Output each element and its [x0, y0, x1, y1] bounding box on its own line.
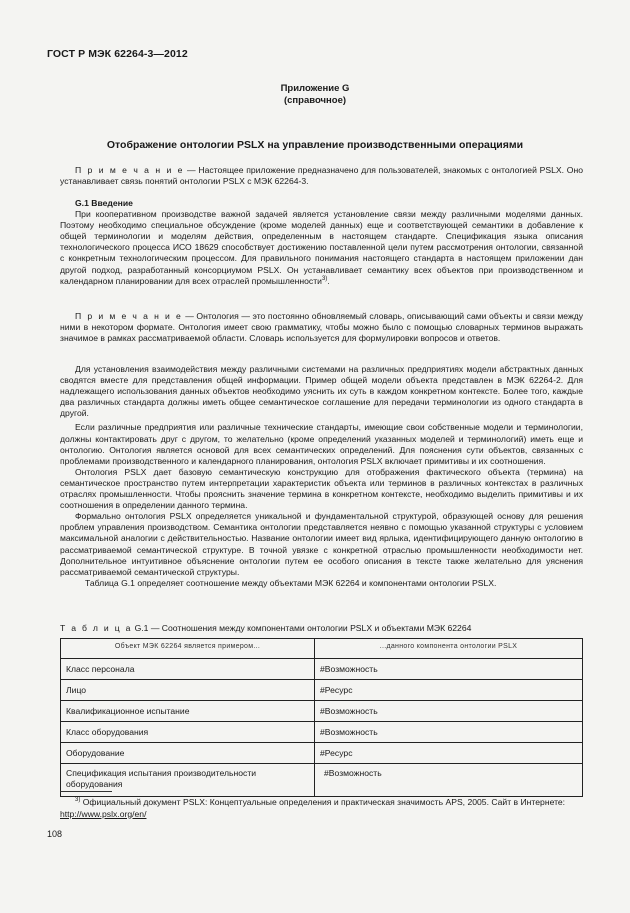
paragraph: Если различные предприятия или различные технические стандарты, имеющие свои собственные модели и терминологии, должны контактировать друг с другом, то желательно (кроме определений указанных моделей и терминологий) иметь еще и онтологию. Онтология является основой для всех семантических определений. Для пояснения сути объектов, связанных с проблемами производственного и календарного планирования, онтология PSLX включает примитивы и их соотношения. — [60, 422, 583, 466]
footnote-text: Официальный документ PSLX: Концептуальные определения и практическая значимость APS, 2005. Сайт в Интернете: — [80, 797, 566, 807]
table-cell-object: Спецификация испытания производительности оборудования — [61, 764, 315, 797]
mapping-table — [60, 638, 583, 797]
table-header-cell: Объект МЭК 62264 является примером... — [61, 639, 315, 659]
table-row — [61, 743, 583, 764]
table-cell-object: Оборудование — [61, 743, 315, 764]
table-cell-component: #Возможность — [315, 701, 583, 722]
note-intro — [60, 165, 583, 187]
paragraph: Формально онтология PSLX определяется уникальной и фундаментальной структурой, образующей основу для решения проблем управления производством. Семантика онтологии представляется неявно с помощью указанной структуры с условием максимальной аналогии с действительностью. Название онтологии имеет вид ярлыка, идентифицирующего данную онтологию в рассматриваемой семантической структуре. В точной увязке с конкретной отраслью промышленности необходимости нет. Дополнительное интуитивное объяснение онтологии путем ее особого описания в тексте также желательно для уяснения рассматриваемой семантической структуры. — [60, 511, 583, 577]
table-row — [61, 722, 583, 743]
annex-title: Приложение G — [280, 83, 350, 94]
note-label: П р и м е ч а н и е — [75, 165, 185, 175]
table-caption-text: G.1 — Соотношения между компонентами онтологии PSLX и объектами МЭК 62264 — [132, 623, 472, 633]
table-row — [61, 659, 583, 680]
table-row — [61, 764, 583, 797]
footnote-divider — [60, 791, 112, 792]
paragraph: Для установления взаимодействия между различными системами на различных предприятиях модели абстрактных данных сводятся вместе для представления общей информации. Пример общей модели объекта представлен в МЭК 62264-2. Для надлежащего использования данных объектов необходимо уяснить их суть в каждом конкретном контексте. Более того, каждые два различных стандарта должны иметь общее семантическое соглашение для передачи терминологии из одного стандарта в другой. — [60, 364, 583, 419]
section-paragraph: При кооперативном производстве важной задачей является установление связи между различными моделями данных. Поэтому необходимо специальное обсуждение (кроме моделей данных) еще и соответствующей семантики в добавление к общей терминологии и моделям действия, определенным в настоящем стандарте. Спецификация языка описания технологического процесса ИСО 18629 способствует достижению поставленной цели путем рассмотрения онтологии, связанной с конкретным технологическим процессом. Для правильного понимания настоящего стандарта в настоящем приложении дан другой подход, разработанный консорциумом PSLX. Он устанавливает семантику всех объектов при производственном и календарном планировании для всех отраслей промышленности — [60, 209, 583, 286]
table-cell-object: Класс оборудования — [61, 722, 315, 743]
footnote-mark: 3) — [75, 797, 81, 804]
paragraph-end: . — [327, 275, 330, 286]
footnote-link[interactable]: http://www.pslx.org/en/ — [60, 808, 147, 819]
footnote — [60, 797, 583, 820]
table-row — [61, 680, 583, 701]
note-text: — Онтология — это постоянно обновляемый словарь, описывающий сами объекты и связи между ними в некотором формате. Онтология имеет свою грамматику, чтобы можно было с помощью словарных терминов выражать значимое в рамках рассматриваемой области. Словарь используется для формулировки вопросов и ответов. — [60, 311, 583, 344]
section-heading: G.1 Введение — [75, 198, 133, 208]
footnote-ref: 3) — [321, 275, 328, 282]
table-cell-object: Класс персонала — [61, 659, 315, 680]
body-paragraphs — [60, 364, 583, 589]
annex-heading: Отображение онтологии PSLX на управление производственными операциями — [106, 139, 524, 151]
table-header-row — [61, 639, 583, 659]
note-text: — Настоящее приложение предназначено для пользователей, знакомых с онтологией PSLX. Оно устанавливает связь понятий онтологии PSLX с МЭК 62264-3. — [60, 165, 584, 187]
table-cell-component: #Ресурс — [315, 680, 583, 701]
note-label: П р и м е ч а н и е — [75, 311, 183, 321]
paragraph: Онтология PSLX дает базовую семантическую конструкцию для отображения фактического объекта (термина) на семантическое пространство путем интерпретации характеристик объекта или терминов в различных контекстах в различных отраслях промышленности. Чтобы прояснить значение термина в конкретном контексте, необходимо выделить примитивы и их соотношения в определении данного термина. — [60, 466, 583, 511]
note-ontology — [60, 311, 583, 344]
paragraph: Таблица G.1 определяет соотношение между объектами МЭК 62264 и компонентами онтологии PSLX. — [85, 577, 497, 588]
table-header-cell: ...данного компонента онтологии PSLX — [315, 639, 583, 659]
section-introduction — [60, 198, 583, 287]
table-caption-label: Т а б л и ц а — [60, 623, 133, 633]
table-cell-component: #Возможность — [315, 659, 583, 680]
table-row — [61, 701, 583, 722]
document-header: ГОСТ Р МЭК 62264-3—2012 — [47, 48, 188, 60]
table-caption — [60, 623, 583, 633]
table-cell-component: #Возможность — [315, 722, 583, 743]
table-cell-object: Квалификационное испытание — [61, 701, 315, 722]
table-cell-component: #Ресурс — [315, 743, 583, 764]
table-cell-component: #Возможность — [315, 764, 583, 797]
table-cell-object: Лицо — [61, 680, 315, 701]
page-number: 108 — [47, 829, 63, 839]
annex-subtitle: (справочное) — [283, 95, 347, 106]
